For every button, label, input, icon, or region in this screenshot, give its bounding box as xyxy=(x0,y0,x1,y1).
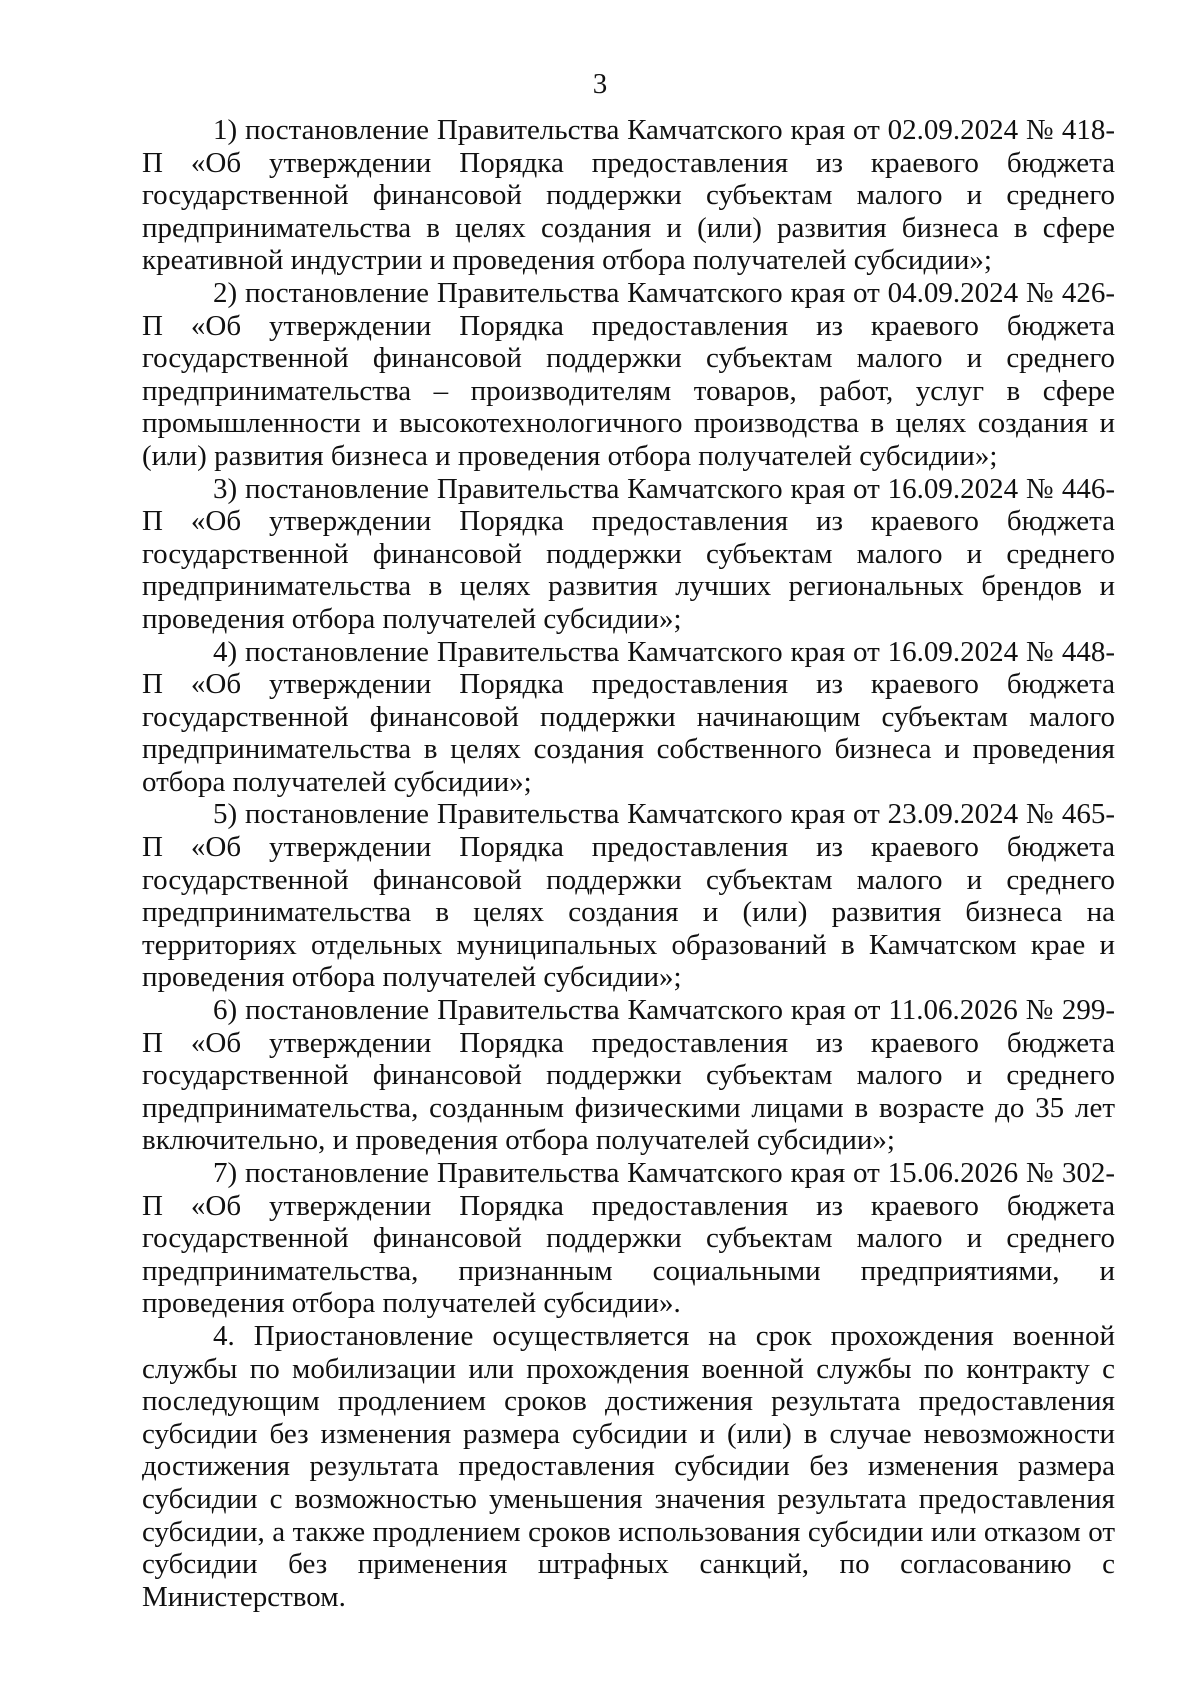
item-number: 6) xyxy=(213,994,238,1027)
item-number: 1) xyxy=(213,114,238,146)
list-item-6 xyxy=(142,994,1115,1157)
item-text: постановление Правительства Камчатского края от 02.09.2024 № 418-П «Об утверждении Порядка предоставления из краевого бюджета государственной финансовой поддержки субъектам малого и среднего предпринимательства в целях создания и (или) развития бизнеса в сфере креативной индустрии и проведения отбора получателей субсидии»; xyxy=(142,114,1115,277)
list-item-7 xyxy=(142,1157,1115,1320)
item-text: постановление Правительства Камчатского края от 15.06.2026 № 302-П «Об утверждении Порядка предоставления из краевого бюджета государственной финансовой поддержки субъектам малого и среднего предпринимательства, признанным социальными предприятиями, и проведения отбора получателей субсидии». xyxy=(142,1157,1115,1320)
item-number: 4) xyxy=(213,635,238,668)
list-item-1 xyxy=(142,114,1115,277)
item-number: 7) xyxy=(213,1157,238,1189)
list-item-4 xyxy=(142,636,1115,799)
list-item-2 xyxy=(142,277,1115,473)
item-number: 3) xyxy=(213,472,238,505)
item-text: постановление Правительства Камчатского края от 04.09.2024 № 426-П «Об утверждении Порядка предоставления из краевого бюджета государственной финансовой поддержки субъектам малого и среднего предпринимательства – производителям товаров, работ, услуг в сфере промышленности и высокотехнологичного производства в целях создания и (или) развития бизнеса и проведения отбора получателей субсидии»; xyxy=(142,276,1115,472)
item-number: 2) xyxy=(213,276,238,309)
page-number: 3 xyxy=(592,68,608,100)
item-text: постановление Правительства Камчатского края от 23.09.2024 № 465-П «Об утверждении Порядка предоставления из краевого бюджета государственной финансовой поддержки субъектам малого и среднего предпринимательства в целях создания и (или) развития бизнеса на территориях отдельных муниципальных образований в Камчатском крае и проведения отбора получателей субсидии»; xyxy=(142,798,1115,994)
item-text: постановление Правительства Камчатского края от 11.06.2026 № 299-П «Об утверждении Порядка предоставления из краевого бюджета государственной финансовой поддержки субъектам малого и среднего предпринимательства, созданным физическими лицами в возрасте до 35 лет включительно, и проведения отбора получателей субсидии»; xyxy=(142,994,1116,1157)
section-4-paragraph: 4. Приостановление осуществляется на срок прохождения военной службы по мобилизации или прохождения военной службы по контракту с последующим продлением сроков достижения результата предоставления субсидии без изменения размера субсидии и (или) в случае невозможности достижения результата предоставления субсидии без изменения размера субсидии с возможностью уменьшения значения результата предоставления субсидии, а также продлением сроков использования субсидии или отказом от субсидии без применения штрафных санкций, по согласованию с Министерством. xyxy=(142,1319,1115,1613)
document-body xyxy=(142,114,1115,1613)
item-text: постановление Правительства Камчатского края от 16.09.2024 № 446-П «Об утверждении Порядка предоставления из краевого бюджета государственной финансовой поддержки субъектам малого и среднего предпринимательства в целях развития лучших региональных брендов и проведения отбора получателей субсидии»; xyxy=(142,472,1115,635)
list-item-5 xyxy=(142,798,1115,994)
item-text: постановление Правительства Камчатского края от 16.09.2024 № 448-П «Об утверждении Порядка предоставления из краевого бюджета государственной финансовой поддержки начинающим субъектам малого предпринимательства в целях создания собственного бизнеса и проведения отбора получателей субсидии»; xyxy=(142,635,1115,798)
list-item-3 xyxy=(142,473,1115,636)
item-number: 5) xyxy=(213,798,238,831)
